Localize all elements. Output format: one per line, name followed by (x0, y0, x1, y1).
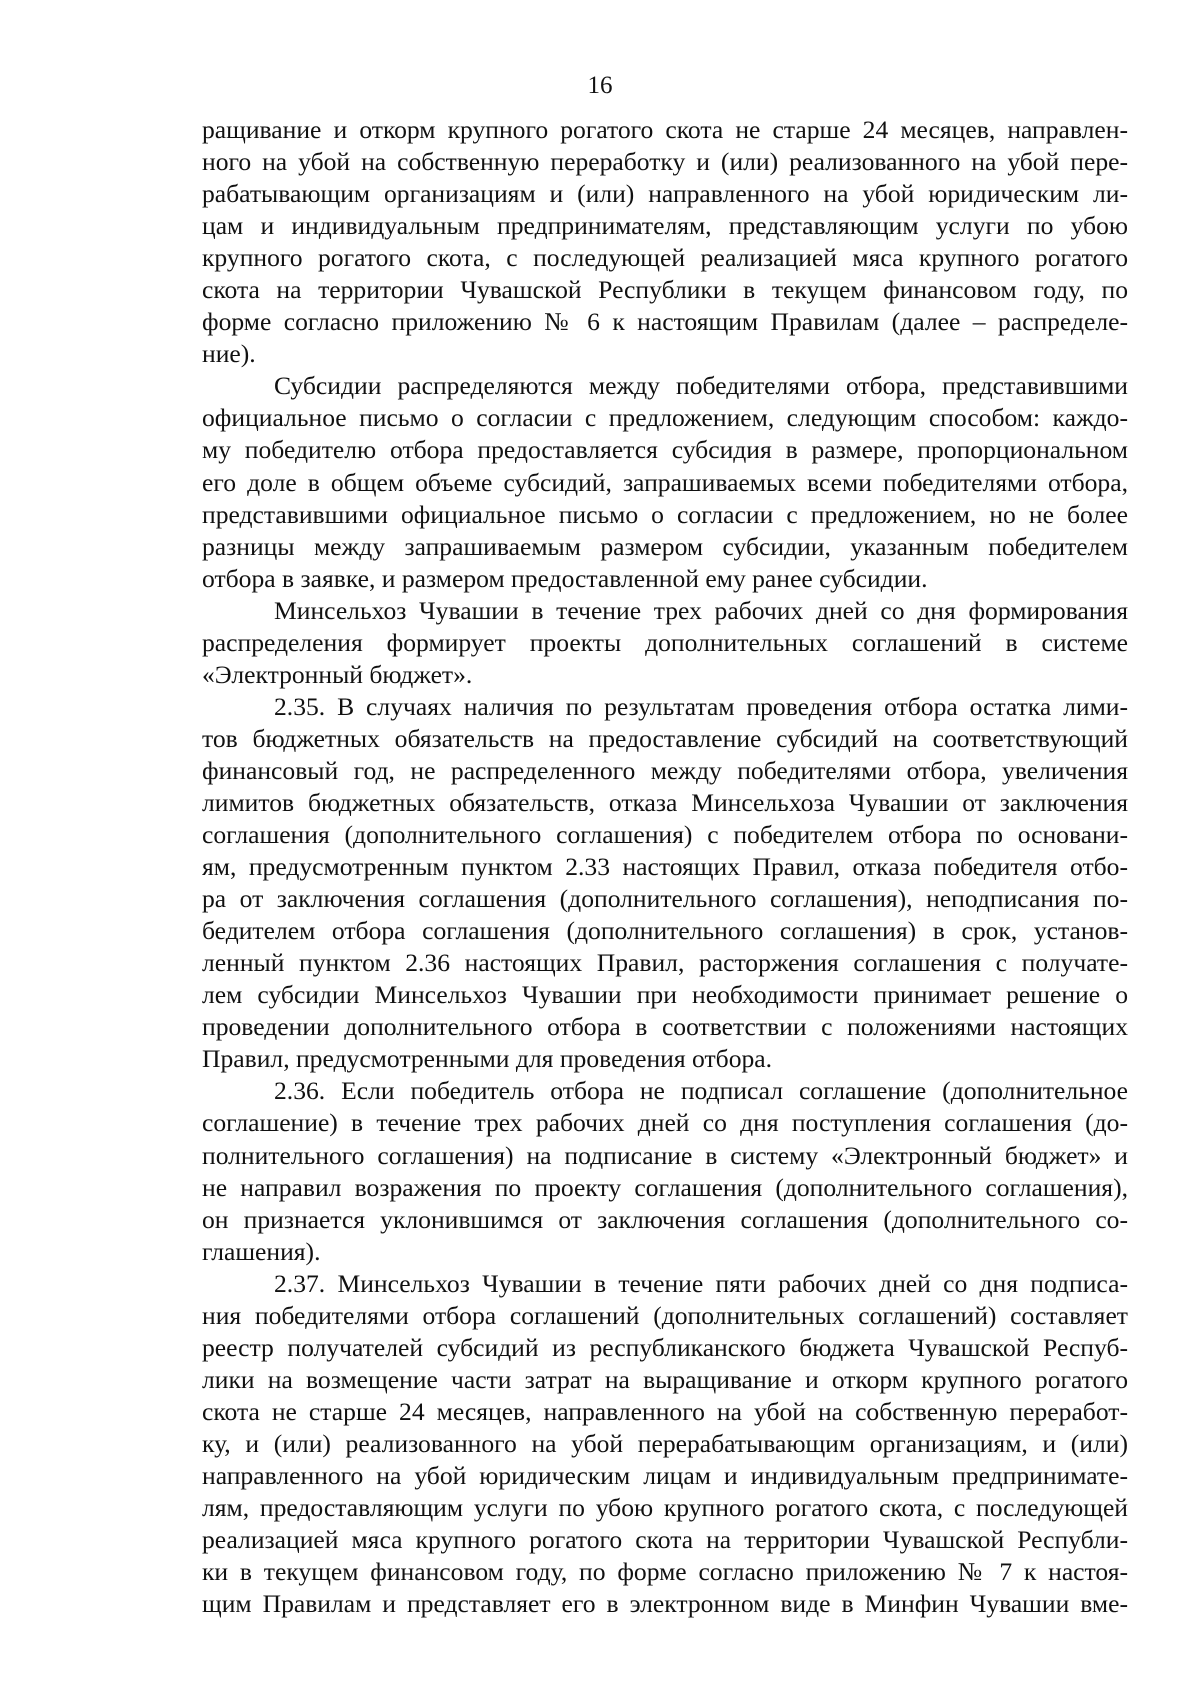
text-line: не направил возражения по проекту соглашения (дополнительного соглашения), (202, 1172, 1128, 1202)
text-line: ра от заключения соглашения (дополнительного соглашения), неподписания по- (202, 884, 1128, 914)
text-line: рабатывающим организациям и (или) направленного на убой юридическим ли- (202, 179, 1128, 209)
text-line: скота не старше 24 месяцев, направленного на убой на собственную переработ- (202, 1396, 1128, 1426)
text-line: разницы между запрашиваемым размером субсидии, указанным победителем (202, 531, 1128, 561)
text-line: ние). (202, 339, 256, 369)
text-line: бедителем отбора соглашения (дополнительного соглашения) в срок, установ- (202, 916, 1128, 946)
text-line: представившими официальное письмо о согласии с предложением, но не более (202, 499, 1128, 529)
text-line: ки в текущем финансовом году, по форме согласно приложению № 7 к настоя- (202, 1557, 1128, 1587)
text-line: лям, предоставляющим услуги по убою крупного рогатого скота, с последующей (202, 1493, 1128, 1523)
text-line: ния победителями отбора соглашений (дополнительных соглашений) составляет (202, 1300, 1128, 1330)
text-line: 2.35. В случаях наличия по результатам проведения отбора остатка лими- (274, 691, 1128, 721)
document-text-body (202, 114, 1128, 1620)
text-line: 2.36. Если победитель отбора не подписал соглашение (дополнительное (274, 1076, 1128, 1106)
text-line: му победителю отбора предоставляется субсидия в размере, пропорциональном (202, 435, 1128, 465)
text-line: ращивание и откорм крупного рогатого скота не старше 24 месяцев, направлен- (202, 115, 1128, 144)
text-line: лем субсидии Минсельхоз Чувашии при необходимости принимает решение о (202, 980, 1128, 1010)
text-line: полнительного соглашения) на подписание в систему «Электронный бюджет» и (202, 1140, 1128, 1170)
text-line: щим Правилам и представляет его в электронном виде в Минфин Чувашии вме- (202, 1589, 1128, 1619)
text-line: цам и индивидуальным предпринимателям, представляющим услуги по убою (202, 211, 1128, 241)
text-line: финансовый год, не распределенного между победителями отбора, увеличения (202, 755, 1128, 785)
text-line: лимитов бюджетных обязательств, отказа Минсельхоза Чувашии от заключения (202, 787, 1128, 817)
text-line: Правил, предусмотренными для проведения отбора. (202, 1044, 773, 1074)
text-line: реестр получателей субсидий из республиканского бюджета Чувашской Респуб- (202, 1332, 1128, 1362)
text-line: ку, и (или) реализованного на убой перерабатывающим организациям, и (или) (202, 1428, 1128, 1458)
text-line: отбора в заявке, и размером предоставленной ему ранее субсидии. (202, 563, 928, 593)
text-line: соглашения (дополнительного соглашения) с победителем отбора по основани- (202, 820, 1128, 850)
text-line: ленный пунктом 2.36 настоящих Правил, расторжения соглашения с получате- (202, 948, 1128, 978)
text-line: официальное письмо о согласии с предложением, следующим способом: каждо- (202, 403, 1128, 433)
text-line: его доле в общем объеме субсидий, запрашиваемых всеми победителями отбора, (202, 467, 1128, 497)
text-line: «Электронный бюджет». (202, 659, 473, 689)
text-line: ного на убой на собственную переработку и (или) реализованного на убой пере- (202, 147, 1128, 177)
text-line: реализацией мяса крупного рогатого скота на территории Чувашской Республи- (202, 1525, 1128, 1555)
text-line: 2.37. Минсельхоз Чувашии в течение пяти рабочих дней со дня подписа- (274, 1268, 1128, 1298)
text-line: распределения формирует проекты дополнительных соглашений в системе (202, 627, 1128, 657)
text-line: тов бюджетных обязательств на предоставление субсидий на соответствующий (202, 723, 1128, 753)
text-line: крупного рогатого скота, с последующей реализацией мяса крупного рогатого (202, 243, 1128, 273)
text-line: Минсельхоз Чувашии в течение трех рабочих дней со дня формирования (274, 595, 1128, 625)
text-line: скота на территории Чувашской Республики в текущем финансовом году, по (202, 275, 1128, 305)
text-line: направленного на убой юридическим лицам и индивидуальным предпринимате- (202, 1460, 1128, 1490)
text-line: глашения). (202, 1236, 321, 1266)
text-line: форме согласно приложению № 6 к настоящим Правилам (далее – распределе- (202, 307, 1128, 337)
text-line: проведении дополнительного отбора в соответствии с положениями настоящих (202, 1012, 1128, 1042)
text-line: ям, предусмотренным пунктом 2.33 настоящих Правил, отказа победителя отбо- (202, 852, 1128, 882)
text-line: лики на возмещение части затрат на выращивание и откорм крупного рогатого (202, 1364, 1128, 1394)
text-line: соглашение) в течение трех рабочих дней со дня поступления соглашения (до- (202, 1108, 1128, 1138)
text-line: он признается уклонившимся от заключения соглашения (дополнительного со- (202, 1204, 1128, 1234)
page-number: 16 (587, 72, 613, 99)
text-line: Субсидии распределяются между победителями отбора, представившими (274, 371, 1128, 401)
